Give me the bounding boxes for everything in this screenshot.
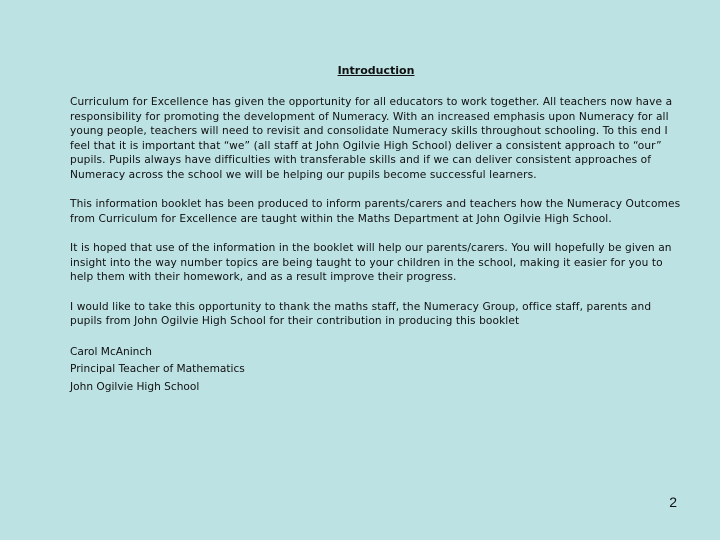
paragraph-curriculum: Curriculum for Excellence has given the opportunity for all educators to work together. All teachers now have a responsibility for promoting the development of Numeracy. With an increased emphasis upon Numeracy for all young people, teachers will need to revisit and consolidate Numeracy skills throughout schooling. To this end I feel that it is important that “we” (all staff at John Ogilvie High School) deliver a consistent approach to “our” pupils. Pupils always have difficulties with transferable skills and if we can deliver consistent approaches of Numeracy across the school we will be helping our pupils become successful learners. (70, 96, 673, 181)
signature-name: Carol McAninch (70, 345, 152, 358)
signature-block (70, 344, 682, 397)
page-number: 2 (669, 494, 677, 510)
paragraph-booklet-purpose: This information booklet has been produced to inform parents/carers and teachers how the Numeracy Outcomes from Curriculum for Excellence are taught within the Maths Department at John Ogilvie High School. (70, 198, 681, 225)
paragraph-thanks: I would like to take this opportunity to thank the maths staff, the Numeracy Group, office staff, parents and pupils from John Ogilvie High School for their contribution in producing this booklet (70, 300, 652, 327)
signature-role: Principal Teacher of Mathematics (70, 363, 245, 375)
document-content (70, 64, 682, 396)
signature-school: John Ogilvie High School (70, 380, 200, 393)
section-title: Introduction (337, 64, 415, 77)
paragraph-hope: It is hoped that use of the information in the booklet will help our parents/carers. You will hopefully be given an insight into the way number topics are being taught to your children in the school, making it easier for you to help them with their homework, and as a result improve their progress. (70, 242, 672, 283)
